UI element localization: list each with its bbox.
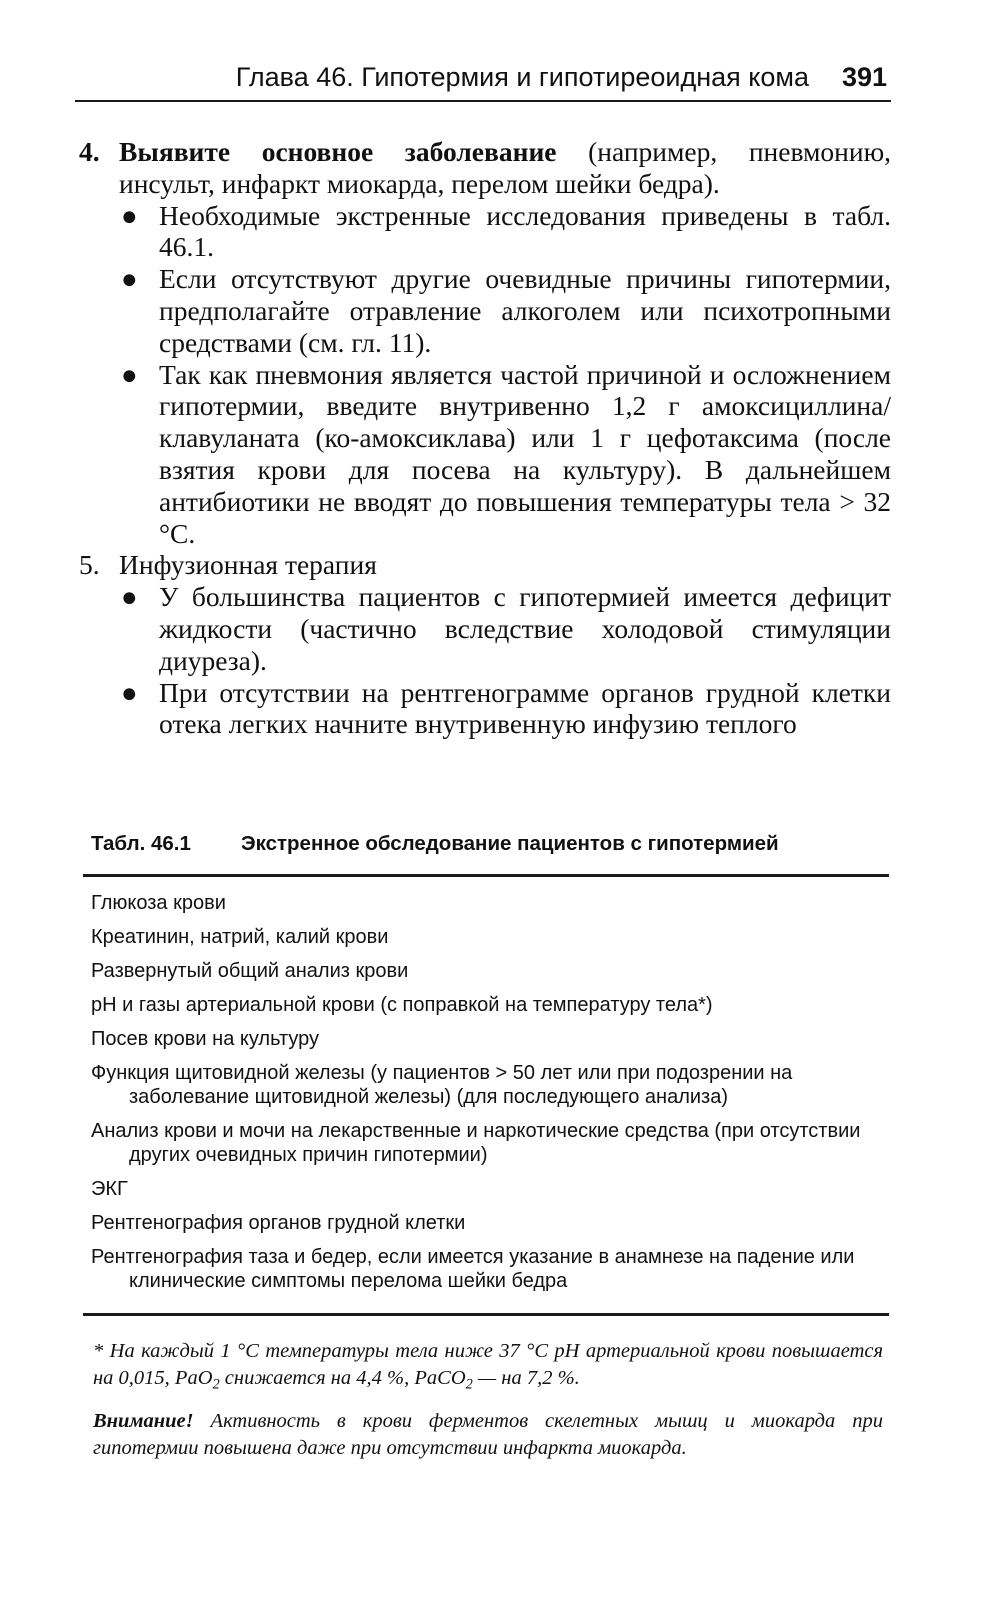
table-row: Рентгенография таза и бедер, если имеется указание в анамнезе на падение или клинические симптомы перелома шейки бедра <box>91 1246 855 1292</box>
footnote-text: снижается на 4,4 %, PaCO <box>219 1367 466 1389</box>
page-number: 391 <box>841 62 887 92</box>
warning-note <box>93 1408 883 1462</box>
table-row: Креатинин, натрий, калий крови <box>91 926 389 948</box>
table-row: Развернутый общий анализ крови <box>91 960 409 982</box>
bullet-item <box>119 200 891 264</box>
bullet-text: При отсутствии на рентгенограмме органов грудной клетки отека легких начните внутривенную инфузию теплого <box>159 676 891 740</box>
numbered-item-5 <box>75 549 891 740</box>
item-number: 5. <box>79 549 100 581</box>
table-row: Анализ крови и мочи на лекарственные и наркотические средства (при отсутствии других очевидных причин гипотермии) <box>91 1120 861 1166</box>
bullet-text: Так как пневмония является частой причиной и осложнением гипотермии, введите внутривенно 1,2 г амоксициллина/клавуланата (ко-амоксиклава) или 1 г цефотаксима (после взятия крови для посева на культуру). В дальнейшем антибиотики не вводят до повышения температуры тела > 32 °С. <box>159 358 891 549</box>
table-row: ЭКГ <box>91 1178 128 1200</box>
bullet-list <box>119 581 891 740</box>
item-paragraph <box>119 549 891 581</box>
table-row: Посев крови на культуру <box>91 1028 319 1050</box>
bullet-item <box>119 581 891 676</box>
bullet-item <box>119 263 891 358</box>
table-footnote <box>93 1338 883 1392</box>
table-row: pH и газы артериальной крови (с поправкой на температуру тела*) <box>91 994 713 1016</box>
table-title: Экстренное обследование пациентов с гипотермией <box>241 832 779 855</box>
item-lead: Выявите основное заболевание <box>119 136 557 167</box>
warning-text: Активность в крови ферментов скелетных мышц и миокарда при гипотермии повышена даже при отсутствии инфаркта миокарда. <box>93 1410 883 1459</box>
chapter-title: Глава 46. Гипотермия и гипотиреоидная кома <box>235 62 809 92</box>
bullet-text: У большинства пациентов с гипотермией имеется дефицит жидкости (частично вследствие холодовой стимуляции диуреза). <box>159 581 891 676</box>
item-text: Инфузионная терапия <box>119 549 377 581</box>
item-paragraph <box>119 136 891 200</box>
bullet-item <box>119 359 891 550</box>
bullet-list <box>119 200 891 550</box>
footnote-text: * На каждый 1 °С температуры тела ниже 37 °С pH артериальной крови повышается на 0,015, PaO <box>93 1340 883 1389</box>
item-text: (например, пневмонию, инсульт, инфаркт миокарда, перелом шейки бедра). <box>119 136 891 199</box>
footnote-text: — на 7,2 %. <box>472 1367 580 1389</box>
table-caption <box>83 830 889 866</box>
bullet-icon: ● <box>121 581 138 613</box>
book-page <box>75 58 891 740</box>
subscript: 2 <box>212 1376 220 1393</box>
table-rows <box>83 877 889 1313</box>
table-number: Табл. 46.1 <box>91 832 191 855</box>
warning-head: Внимание! <box>93 1410 194 1432</box>
bullet-icon: ● <box>121 358 138 390</box>
table-row: Глюкоза крови <box>91 892 226 914</box>
bullet-item <box>119 677 891 741</box>
subscript: 2 <box>465 1376 473 1393</box>
emergency-exam-table <box>83 830 889 1478</box>
table-row: Рентгенография органов грудной клетки <box>91 1212 466 1234</box>
bullet-icon: ● <box>121 199 138 231</box>
bullet-text: Необходимые экстренные исследования приведены в табл. 46.1. <box>159 199 891 263</box>
main-text <box>75 136 891 740</box>
bullet-text: Если отсутствуют другие очевидные причины гипотермии, предполагайте отравление алкоголем или психотропными средствами (см. гл. 11). <box>159 263 891 358</box>
table-row: Функция щитовидной железы (у пациентов > 50 лет или при подозрении на заболевание щитовидной железы) (для последующего анализа) <box>91 1062 793 1108</box>
numbered-item-4 <box>75 136 891 549</box>
bullet-icon: ● <box>121 676 138 708</box>
table-bottom-rule <box>83 1313 889 1316</box>
running-header <box>75 58 891 102</box>
table-notes <box>83 1338 889 1462</box>
item-number: 4. <box>79 136 100 167</box>
bullet-icon: ● <box>121 263 138 295</box>
